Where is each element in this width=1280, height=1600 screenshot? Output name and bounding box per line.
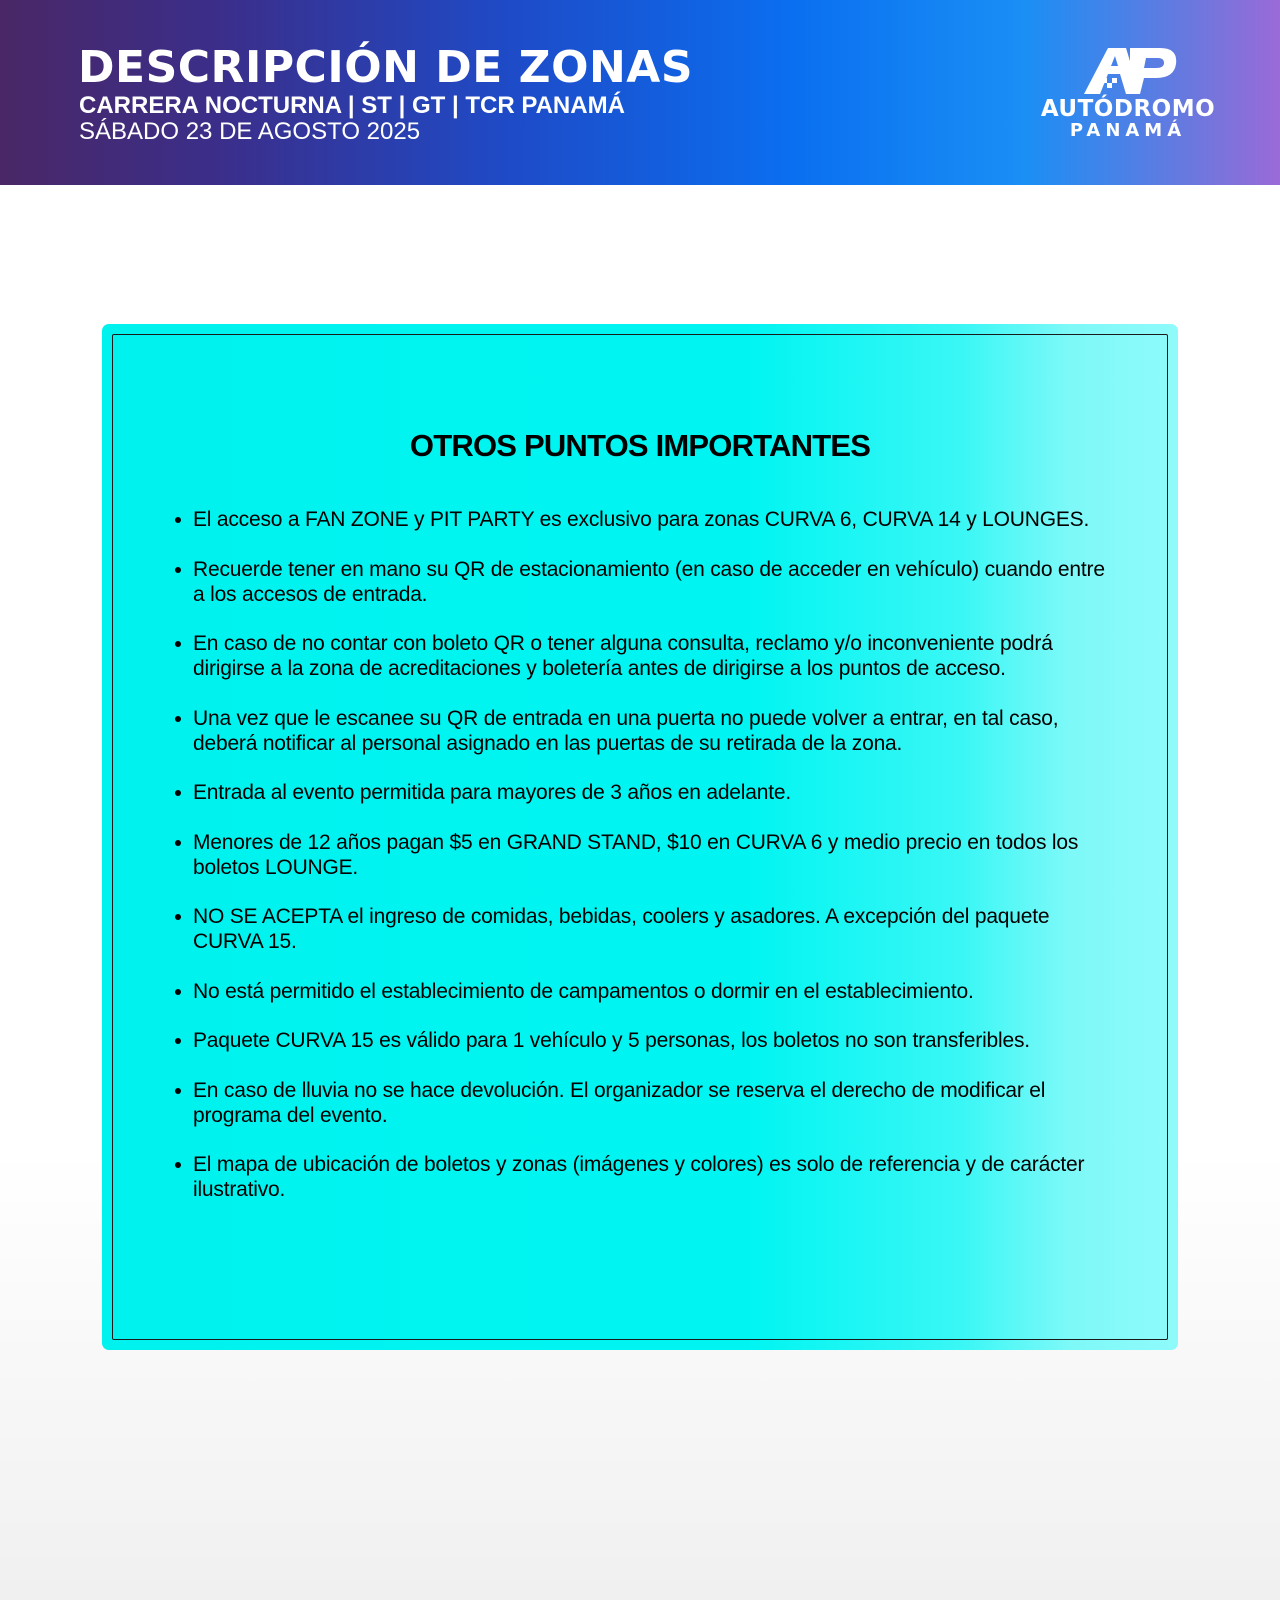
list-item: NO SE ACEPTA el ingreso de comidas, bebidas, coolers y asadores. A excepción del paquete CURVA 15. [175,904,1115,954]
logo-name: AUTÓDROMO [1040,96,1216,122]
list-item: Menores de 12 años pagan $5 en GRAND STAND, $10 en CURVA 6 y medio precio en todos los boletos LOUNGE. [175,830,1115,880]
page-title: DESCRIPCIÓN DE ZONAS [78,42,694,93]
list-item: No está permitido el establecimiento de campamentos o dormir en el establecimiento. [175,979,1115,1004]
logo-country: PANAMÁ [1069,120,1187,141]
list-item: El acceso a FAN ZONE y PIT PARTY es exclusivo para zonas CURVA 6, CURVA 14 y LOUNGES. [175,507,1115,532]
card-title: OTROS PUNTOS IMPORTANTES [409,428,871,463]
list-item: Paquete CURVA 15 es válido para 1 vehículo y 5 personas, los boletos no son transferibles. [175,1028,1115,1053]
header-banner [0,0,1280,185]
important-points-list [175,507,1115,1227]
autodromo-panama-logo [1018,42,1238,152]
list-item: Una vez que le escanee su QR de entrada en una puerta no puede volver a entrar, en tal caso, deberá notificar al personal asignado en las puertas de su retirada de la zona. [175,706,1115,756]
list-item: En caso de lluvia no se hace devolución. El organizador se reserva el derecho de modificar el programa del evento. [175,1078,1115,1128]
list-item: Recuerde tener en mano su QR de estacionamiento (en caso de acceder en vehículo) cuando entre a los accesos de entrada. [175,557,1115,607]
list-item: En caso de no contar con boleto QR o tener alguna consulta, reclamo y/o inconveniente podrá dirigirse a la zona de acreditaciones y boletería antes de dirigirse a los puntos de acceso. [175,631,1115,681]
event-date: SÁBADO 23 DE AGOSTO 2025 [79,118,421,145]
important-points-card [102,324,1178,1350]
event-subtitle: CARRERA NOCTURNA | ST | GT | TCR PANAMÁ [79,92,625,119]
ap-logo-mark-icon [1080,44,1180,96]
card-inner-border [112,334,1168,1340]
list-item: Entrada al evento permitida para mayores de 3 años en adelante. [175,780,1115,805]
list-item: El mapa de ubicación de boletos y zonas (imágenes y colores) es solo de referencia y de carácter ilustrativo. [175,1152,1115,1202]
